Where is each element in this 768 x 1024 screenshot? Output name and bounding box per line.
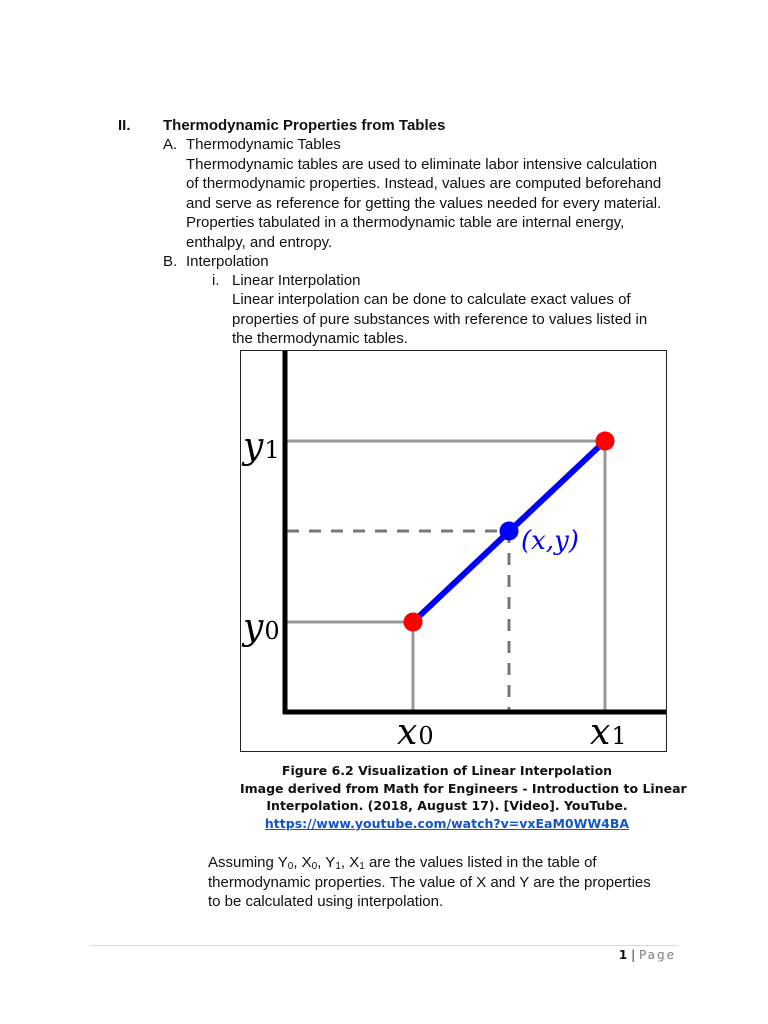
item-i-label: i.: [212, 272, 220, 289]
point-x1-y1: [596, 432, 615, 451]
x0-label: x0: [397, 712, 434, 751]
point-x-y-label: (x,y): [521, 526, 579, 556]
item-i-heading: Linear Interpolation: [232, 272, 361, 289]
closing-line: to be calculated using interpolation.: [208, 893, 444, 910]
page-label: Page: [638, 948, 676, 962]
page-footer: [619, 948, 676, 962]
closing-line: thermodynamic properties. The value of X and Y are the properties: [208, 874, 651, 891]
subsection-a-line: and serve as reference for getting the values needed for every material.: [186, 195, 662, 212]
youtube-link[interactable]: https://www.youtube.com/watch?v=vxEaM0WW4BA: [264, 816, 630, 831]
subsection-b-label: B.: [163, 253, 178, 270]
y1-label: y1: [243, 426, 280, 467]
figure-caption-link-row: [240, 815, 654, 833]
item-i-line: the thermodynamic tables.: [232, 330, 408, 347]
subsection-b-heading: Interpolation: [186, 253, 269, 270]
figure-caption-source-cont: Interpolation. (2018, August 17). [Video]. YouTube.: [266, 798, 628, 813]
section-title: Thermodynamic Properties from Tables: [163, 117, 446, 134]
subsection-a-line: Thermodynamic tables are used to eliminate labor intensive calculation: [186, 156, 658, 173]
figure-caption-title: Figure 6.2 Visualization of Linear Interpolation: [281, 763, 613, 778]
page-separator: |: [631, 948, 636, 962]
closing-line: Assuming $Y_0$, $X_0$, $Y_1$, $X_1$ are the values listed in the table of: [208, 854, 597, 872]
interpolation-figure: [240, 350, 667, 752]
section-numeral: II.: [118, 117, 131, 134]
point-x0-y0: [404, 613, 423, 632]
interpolation-diagram: [241, 351, 666, 751]
page-number: 1: [618, 948, 628, 962]
footer-divider: [90, 945, 678, 946]
subsection-a-heading: Thermodynamic Tables: [186, 136, 341, 153]
point-x-y: [500, 522, 519, 541]
subsection-a-line: Properties tabulated in a thermodynamic table are internal energy,: [186, 214, 625, 231]
subsection-a-label: A.: [163, 136, 178, 153]
subsection-a-line: of thermodynamic properties. Instead, values are computed beforehand: [186, 175, 662, 192]
figure-caption-source: Image derived from Math for Engineers - Introduction to Linear: [240, 781, 687, 796]
subsection-a-line: enthalpy, and entropy.: [186, 234, 333, 251]
x1-label: x1: [590, 712, 627, 751]
item-i-line: properties of pure substances with reference to values listed in: [232, 311, 648, 328]
y0-label: y0: [243, 607, 280, 648]
item-i-line: Linear interpolation can be done to calculate exact values of: [232, 291, 631, 308]
